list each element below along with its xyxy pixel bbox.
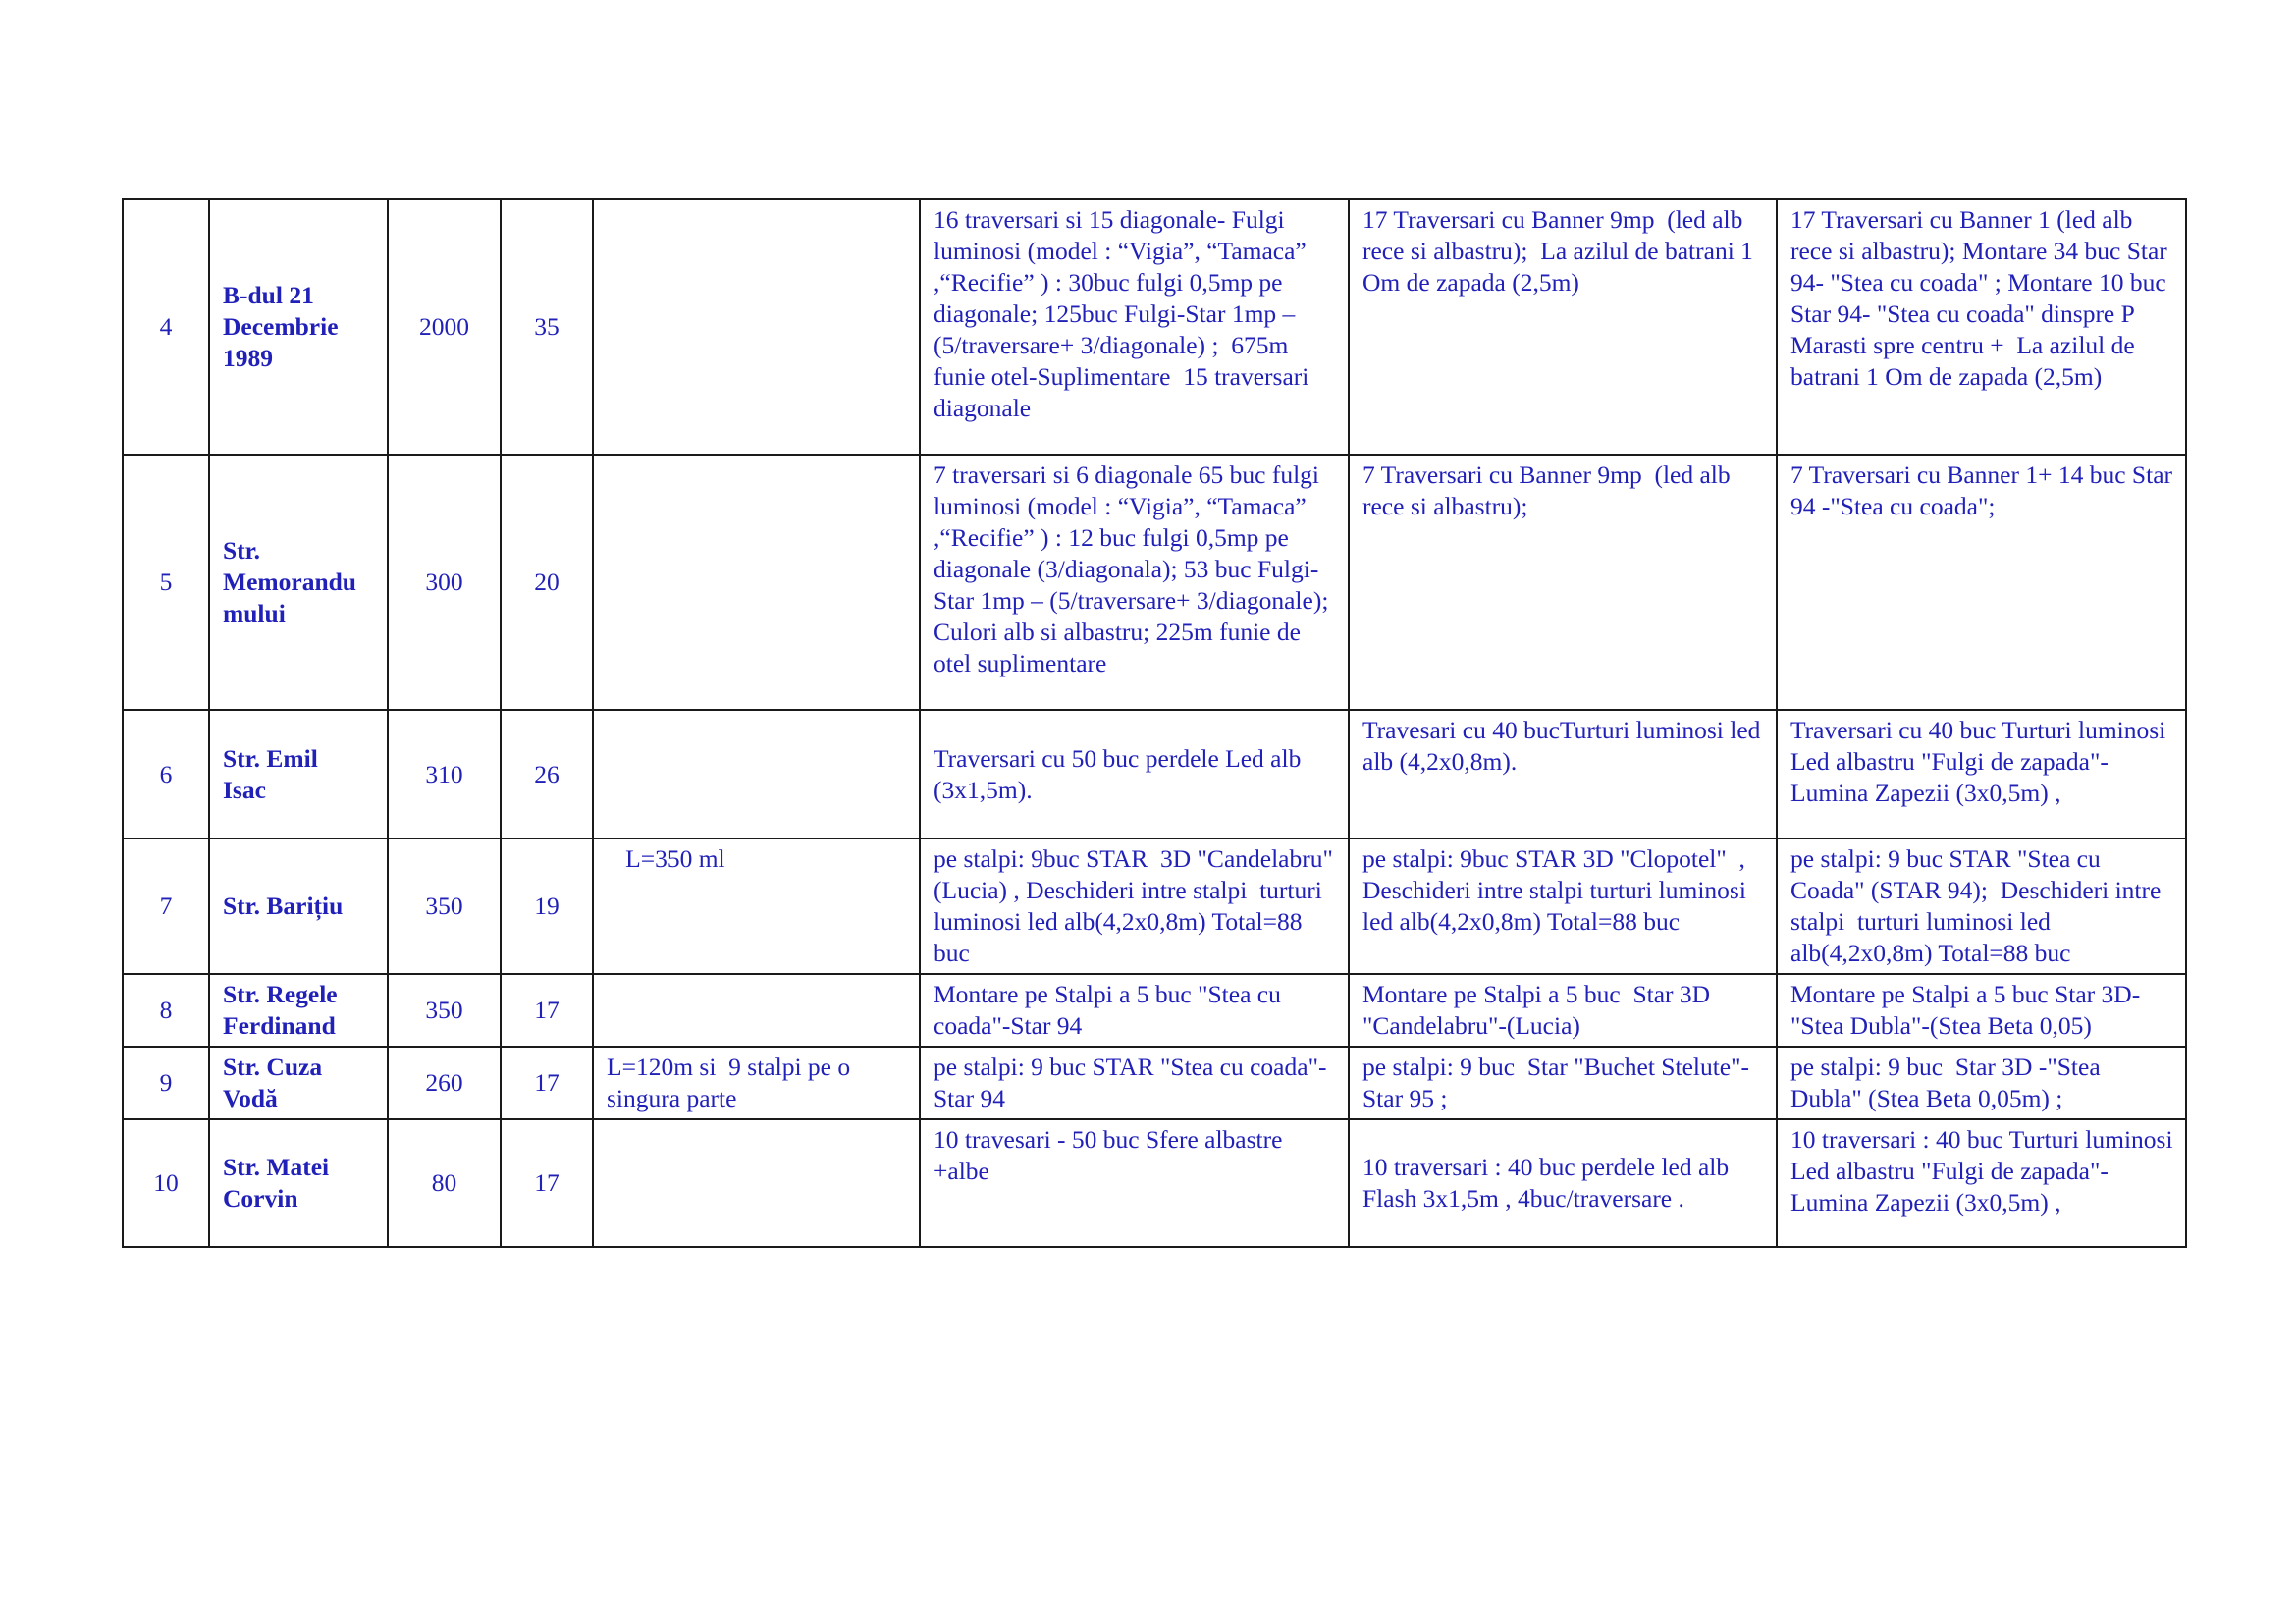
poles-count bbox=[501, 839, 593, 974]
poles-count-text: 19 bbox=[534, 892, 560, 920]
length-value bbox=[388, 1119, 501, 1247]
variant-1-cell-text: pe stalpi: 9 buc STAR "Stea cu coada"- Star 94 bbox=[934, 1053, 1333, 1112]
length-value-text: 350 bbox=[425, 892, 463, 920]
poles-count bbox=[501, 1047, 593, 1119]
variant-1-cell bbox=[920, 839, 1349, 974]
length-value bbox=[388, 710, 501, 839]
row-number bbox=[123, 710, 209, 839]
row-number bbox=[123, 1119, 209, 1247]
street-name-text: Str. Barițiu bbox=[223, 892, 344, 920]
variant-3-cell bbox=[1777, 839, 2186, 974]
variant-3-cell bbox=[1777, 455, 2186, 710]
row-number-text: 10 bbox=[153, 1168, 179, 1197]
poles-count-text: 20 bbox=[534, 568, 560, 596]
variant-1-cell-text: 7 traversari si 6 diagonale 65 buc fulgi luminosi (model : “Vigia”, “Tamaca” ,“Recifie” ) : 12 buc fulgi 0,5mp pe diagonale (3/diagonala); 53 buc Fulgi-Star 1mp – (5/traversare+ 3/diagonale); Culori alb si albastru; 225m funie de otel suplimentare bbox=[934, 460, 1342, 677]
variant-3-cell-text: pe stalpi: 9 buc Star 3D -"Stea Dubla" (Stea Beta 0,05m) ; bbox=[1790, 1053, 2108, 1112]
poles-count bbox=[501, 199, 593, 455]
row-number bbox=[123, 455, 209, 710]
variant-2-cell bbox=[1349, 1119, 1777, 1247]
table-row bbox=[123, 455, 2186, 710]
row-number-text: 6 bbox=[159, 759, 173, 788]
variant-3-cell bbox=[1777, 1047, 2186, 1119]
street-name-text: Str. Emil Isac bbox=[223, 743, 318, 804]
row-number-text: 7 bbox=[159, 892, 173, 920]
table-row bbox=[123, 199, 2186, 455]
street-name bbox=[209, 199, 388, 455]
length-value bbox=[388, 974, 501, 1047]
variant-2-cell-text: Travesari cu 40 bucTurturi luminosi led alb (4,2x0,8m). bbox=[1362, 716, 1767, 776]
row-number-text: 8 bbox=[159, 996, 173, 1024]
variant-1-cell bbox=[920, 455, 1349, 710]
variant-3-cell bbox=[1777, 974, 2186, 1047]
poles-count bbox=[501, 455, 593, 710]
row-number-text: 9 bbox=[159, 1068, 173, 1097]
variant-2-cell bbox=[1349, 839, 1777, 974]
variant-1-cell-text: 16 traversari si 15 diagonale- Fulgi luminosi (model : “Vigia”, “Tamaca” ,“Recifie” ) : 30buc fulgi 0,5mp pe diagonale; 125buc Fulgi-Star 1mp – (5/traversare+ 3/diagonale) ; 675m funie otel-Suplimentare 15 traversari diagonale bbox=[934, 205, 1315, 422]
street-name-text: B-dul 21 Decembrie 1989 bbox=[223, 281, 339, 372]
variant-3-cell bbox=[1777, 199, 2186, 455]
table-row bbox=[123, 1047, 2186, 1119]
poles-count bbox=[501, 974, 593, 1047]
variant-2-cell bbox=[1349, 710, 1777, 839]
variant-2-cell bbox=[1349, 974, 1777, 1047]
street-name bbox=[209, 455, 388, 710]
note-cell-text: L=120m si 9 stalpi pe o singura parte bbox=[607, 1053, 857, 1112]
length-value-text: 300 bbox=[425, 568, 463, 596]
poles-count-text: 35 bbox=[534, 312, 560, 341]
street-name bbox=[209, 710, 388, 839]
variant-1-cell-text: Montare pe Stalpi a 5 buc "Stea cu coada"-Star 94 bbox=[934, 980, 1288, 1040]
poles-count bbox=[501, 1119, 593, 1247]
table-row bbox=[123, 1119, 2186, 1247]
variant-1-cell bbox=[920, 710, 1349, 839]
poles-count bbox=[501, 710, 593, 839]
note-cell-text: L=350 ml bbox=[607, 844, 725, 873]
variant-2-cell-text: Montare pe Stalpi a 5 buc Star 3D "Candelabru"-(Lucia) bbox=[1362, 980, 1717, 1040]
variant-1-cell bbox=[920, 974, 1349, 1047]
lighting-table bbox=[122, 198, 2187, 1248]
note-cell bbox=[593, 199, 920, 455]
poles-count-text: 17 bbox=[534, 1068, 560, 1097]
row-number bbox=[123, 199, 209, 455]
variant-2-cell bbox=[1349, 199, 1777, 455]
variant-1-cell bbox=[920, 1119, 1349, 1247]
variant-1-cell-text: Traversari cu 50 buc perdele Led alb (3x1,5m). bbox=[934, 743, 1308, 804]
variant-2-cell bbox=[1349, 455, 1777, 710]
note-cell bbox=[593, 974, 920, 1047]
variant-1-cell bbox=[920, 1047, 1349, 1119]
note-cell bbox=[593, 839, 920, 974]
variant-3-cell-text: Montare pe Stalpi a 5 buc Star 3D-"Stea Dubla"-(Stea Beta 0,05) bbox=[1790, 980, 2141, 1040]
length-value-text: 310 bbox=[425, 759, 463, 788]
variant-3-cell-text: 7 Traversari cu Banner 1+ 14 buc Star 94 -"Stea cu coada"; bbox=[1790, 460, 2179, 520]
street-name bbox=[209, 839, 388, 974]
note-cell bbox=[593, 1119, 920, 1247]
street-name-text: Str. Matei Corvin bbox=[223, 1153, 330, 1213]
poles-count-text: 26 bbox=[534, 759, 560, 788]
length-value-text: 350 bbox=[425, 996, 463, 1024]
variant-2-cell-text: 17 Traversari cu Banner 9mp (led alb rece si albastru); La azilul de batrani 1 Om de zapada (2,5m) bbox=[1362, 205, 1760, 297]
variant-2-cell-text: pe stalpi: 9buc STAR 3D "Clopotel" , Deschideri intre stalpi turturi luminosi led alb(4,2x0,8m) Total=88 buc bbox=[1362, 844, 1753, 936]
street-name-text: Str. Regele Ferdinand bbox=[223, 980, 338, 1040]
length-value-text: 2000 bbox=[419, 312, 469, 341]
street-name-text: Str. Memorandu mului bbox=[223, 536, 356, 627]
variant-2-cell-text: 10 traversari : 40 buc perdele led alb Flash 3x1,5m , 4buc/traversare . bbox=[1362, 1153, 1735, 1213]
variant-1-cell bbox=[920, 199, 1349, 455]
street-name-text: Str. Cuza Vodă bbox=[223, 1053, 323, 1112]
variant-1-cell-text: pe stalpi: 9buc STAR 3D "Candelabru" (Lucia) , Deschideri intre stalpi turturi luminosi led alb(4,2x0,8m) Total=88 buc bbox=[934, 844, 1340, 967]
variant-2-cell-text: 7 Traversari cu Banner 9mp (led alb rece si albastru); bbox=[1362, 460, 1736, 520]
variant-3-cell bbox=[1777, 1119, 2186, 1247]
variant-3-cell-text: pe stalpi: 9 buc STAR "Stea cu Coada" (STAR 94); Deschideri intre stalpi turturi luminosi led alb(4,2x0,8m) Total=88 buc bbox=[1790, 844, 2167, 967]
variant-3-cell-text: 17 Traversari cu Banner 1 (led alb rece si albastru); Montare 34 buc Star 94- "Stea cu coada" ; Montare 10 buc Star 94- "Stea cu coada" dinspre P Marasti spre centru + La azilul de batrani 1 Om de zapada (2,5m) bbox=[1790, 205, 2174, 391]
length-value-text: 80 bbox=[431, 1168, 457, 1197]
row-number bbox=[123, 839, 209, 974]
note-cell bbox=[593, 1047, 920, 1119]
table-row bbox=[123, 839, 2186, 974]
length-value bbox=[388, 455, 501, 710]
length-value bbox=[388, 199, 501, 455]
table-row bbox=[123, 710, 2186, 839]
street-name bbox=[209, 1047, 388, 1119]
row-number bbox=[123, 974, 209, 1047]
variant-2-cell bbox=[1349, 1047, 1777, 1119]
table-body bbox=[123, 199, 2186, 1247]
variant-3-cell-text: Traversari cu 40 buc Turturi luminosi Led albastru "Fulgi de zapada"- Lumina Zapezii (3x0,5m) , bbox=[1790, 716, 2172, 807]
poles-count-text: 17 bbox=[534, 996, 560, 1024]
variant-3-cell-text: 10 traversari : 40 buc Turturi luminosi Led albastru "Fulgi de zapada"- Lumina Zapezii (3x0,5m) , bbox=[1790, 1125, 2179, 1217]
note-cell bbox=[593, 710, 920, 839]
variant-2-cell-text: pe stalpi: 9 buc Star "Buchet Stelute"-Star 95 ; bbox=[1362, 1053, 1750, 1112]
row-number-text: 4 bbox=[159, 312, 173, 341]
row-number-text: 5 bbox=[159, 568, 173, 596]
length-value bbox=[388, 839, 501, 974]
length-value bbox=[388, 1047, 501, 1119]
variant-1-cell-text: 10 travesari - 50 buc Sfere albastre +albe bbox=[934, 1125, 1289, 1185]
poles-count-text: 17 bbox=[534, 1168, 560, 1197]
row-number bbox=[123, 1047, 209, 1119]
length-value-text: 260 bbox=[425, 1068, 463, 1097]
table-row bbox=[123, 974, 2186, 1047]
street-name bbox=[209, 974, 388, 1047]
note-cell bbox=[593, 455, 920, 710]
variant-3-cell bbox=[1777, 710, 2186, 839]
street-name bbox=[209, 1119, 388, 1247]
